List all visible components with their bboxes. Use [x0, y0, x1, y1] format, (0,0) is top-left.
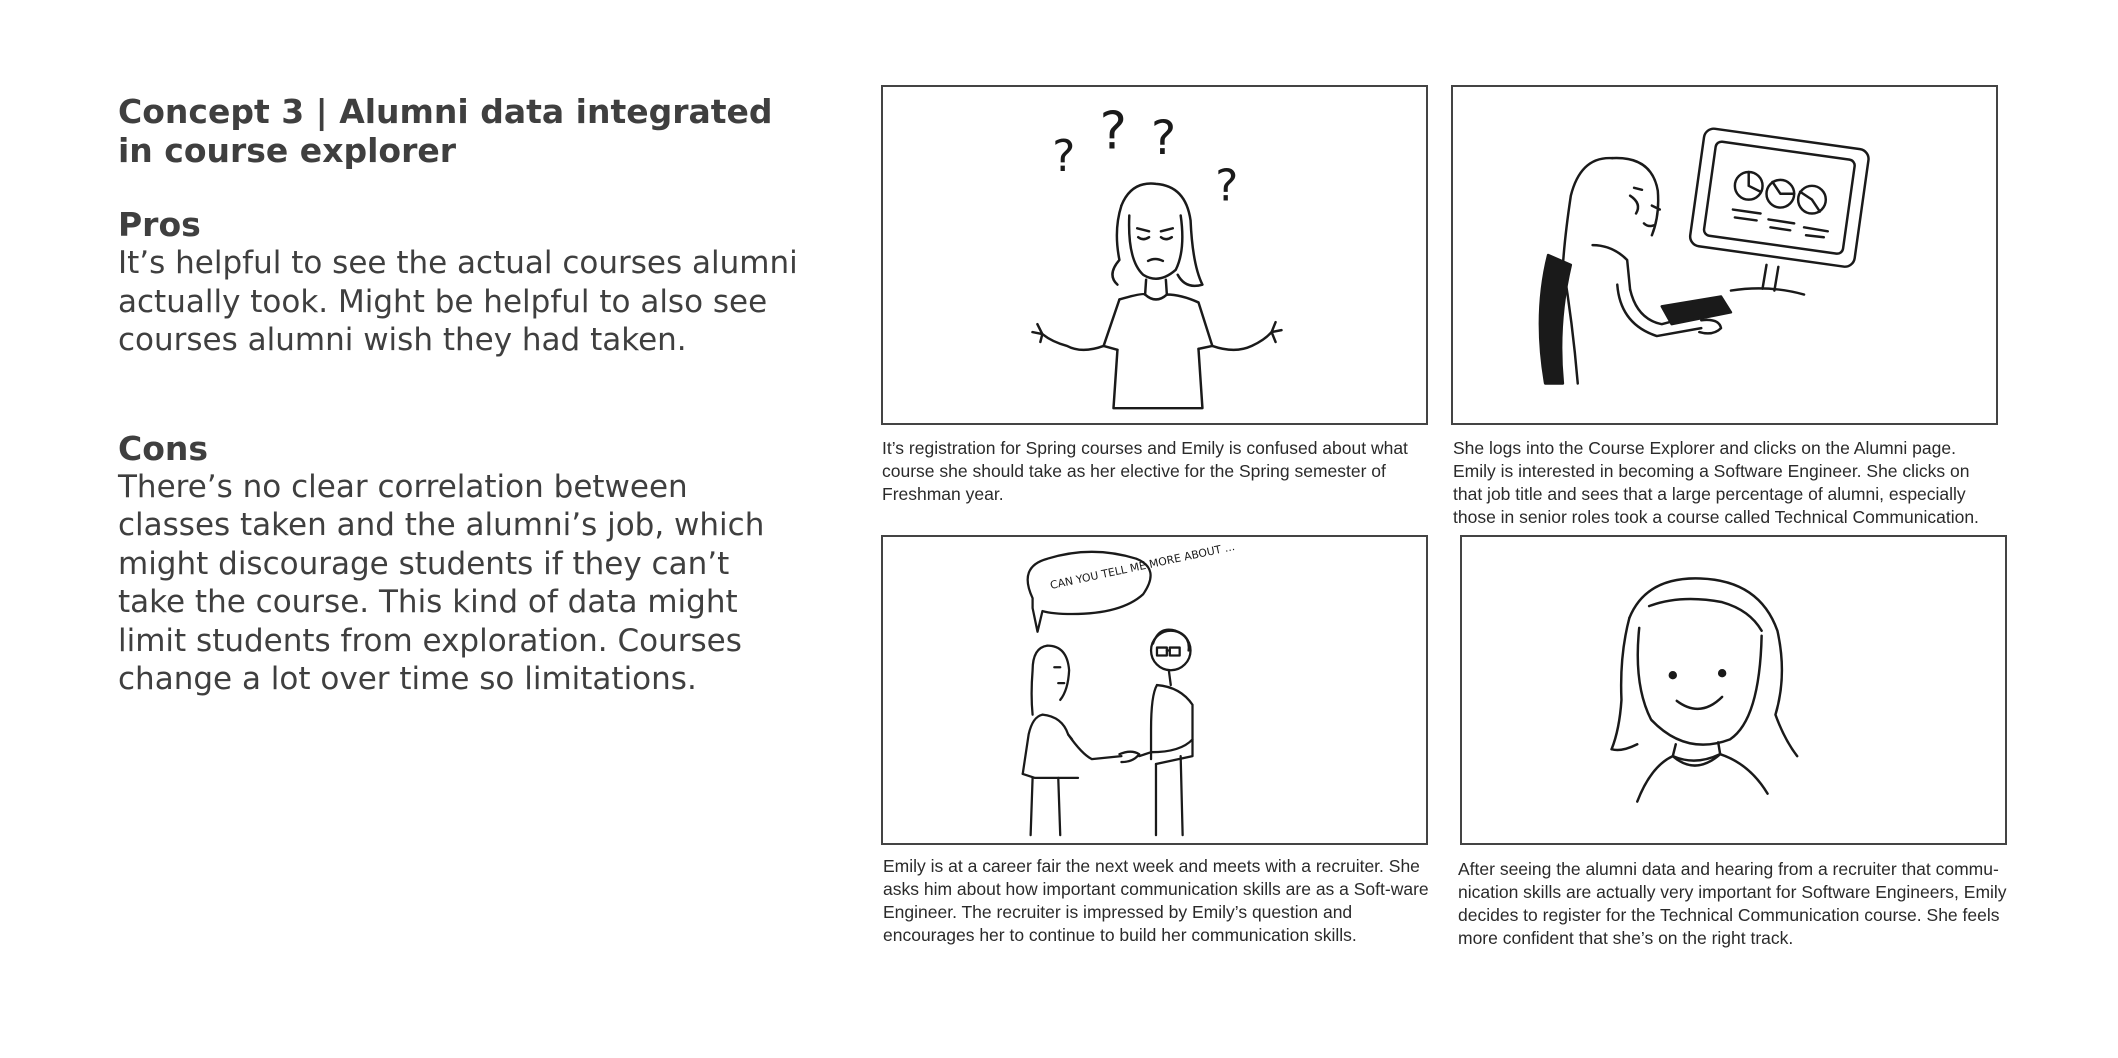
speech-bubble-text: CAN YOU TELL ME MORE ABOUT ...	[1048, 540, 1236, 592]
cons-section	[118, 430, 798, 699]
student-at-computer-illustration	[1453, 87, 1996, 423]
concept-title: Concept 3 | Alumni data integrated in course explorer	[118, 92, 773, 170]
svg-text:?: ?	[1099, 101, 1127, 162]
concept-text-column	[118, 92, 798, 699]
pros-section	[118, 206, 798, 360]
storyboard-caption-2: She logs into the Course Explorer and clicks on the Alumni page. Emily is interested in becoming a Software Engineer. She clicks on that job title and sees that a large percentage of alumni, especially those in senior roles took a course called Technical Communication.	[1453, 438, 1979, 527]
storyboard-caption-3: Emily is at a career fair the next week and meets with a recruiter. She asks him about how important communication skills are as a Soft-ware Engineer. The recruiter is impressed by Emily’s question and encourages her to continue to build her communication skills.	[883, 856, 1429, 945]
storyboard-panel-4	[1460, 535, 2007, 845]
cons-heading: Cons	[118, 428, 209, 468]
pros-heading: Pros	[118, 205, 201, 244]
smiling-student-illustration	[1462, 537, 2005, 843]
career-fair-illustration	[883, 537, 1426, 843]
svg-text:?: ?	[1151, 111, 1177, 167]
confused-student-illustration	[883, 87, 1426, 423]
storyboard-caption-1: It’s registration for Spring courses and Emily is confused about what course she should take as her elective for the Spring semester of Freshman year.	[882, 438, 1408, 504]
svg-text:?: ?	[1052, 132, 1076, 182]
pros-body: It’s helpful to see the actual courses alumni actually took. Might be helpful to also see courses alumni wish they had taken.	[118, 245, 798, 358]
storyboard-caption-4: After seeing the alumni data and hearing from a recruiter that commu-nication skills are actually very important for Software Engineers, Emily decides to register for the Technical Communication course. She feels more confident that she’s on the right track.	[1458, 859, 2007, 948]
storyboard-panel-1	[881, 85, 1428, 425]
cons-body: There’s no clear correlation between classes taken and the alumni’s job, which might discourage students if they can’t take the course. This kind of data might limit students from exploration. Courses change a lot over time so limitations.	[118, 468, 765, 697]
svg-text:?: ?	[1215, 161, 1239, 212]
storyboard-panel-3	[881, 535, 1428, 845]
storyboard-panel-2	[1451, 85, 1998, 425]
